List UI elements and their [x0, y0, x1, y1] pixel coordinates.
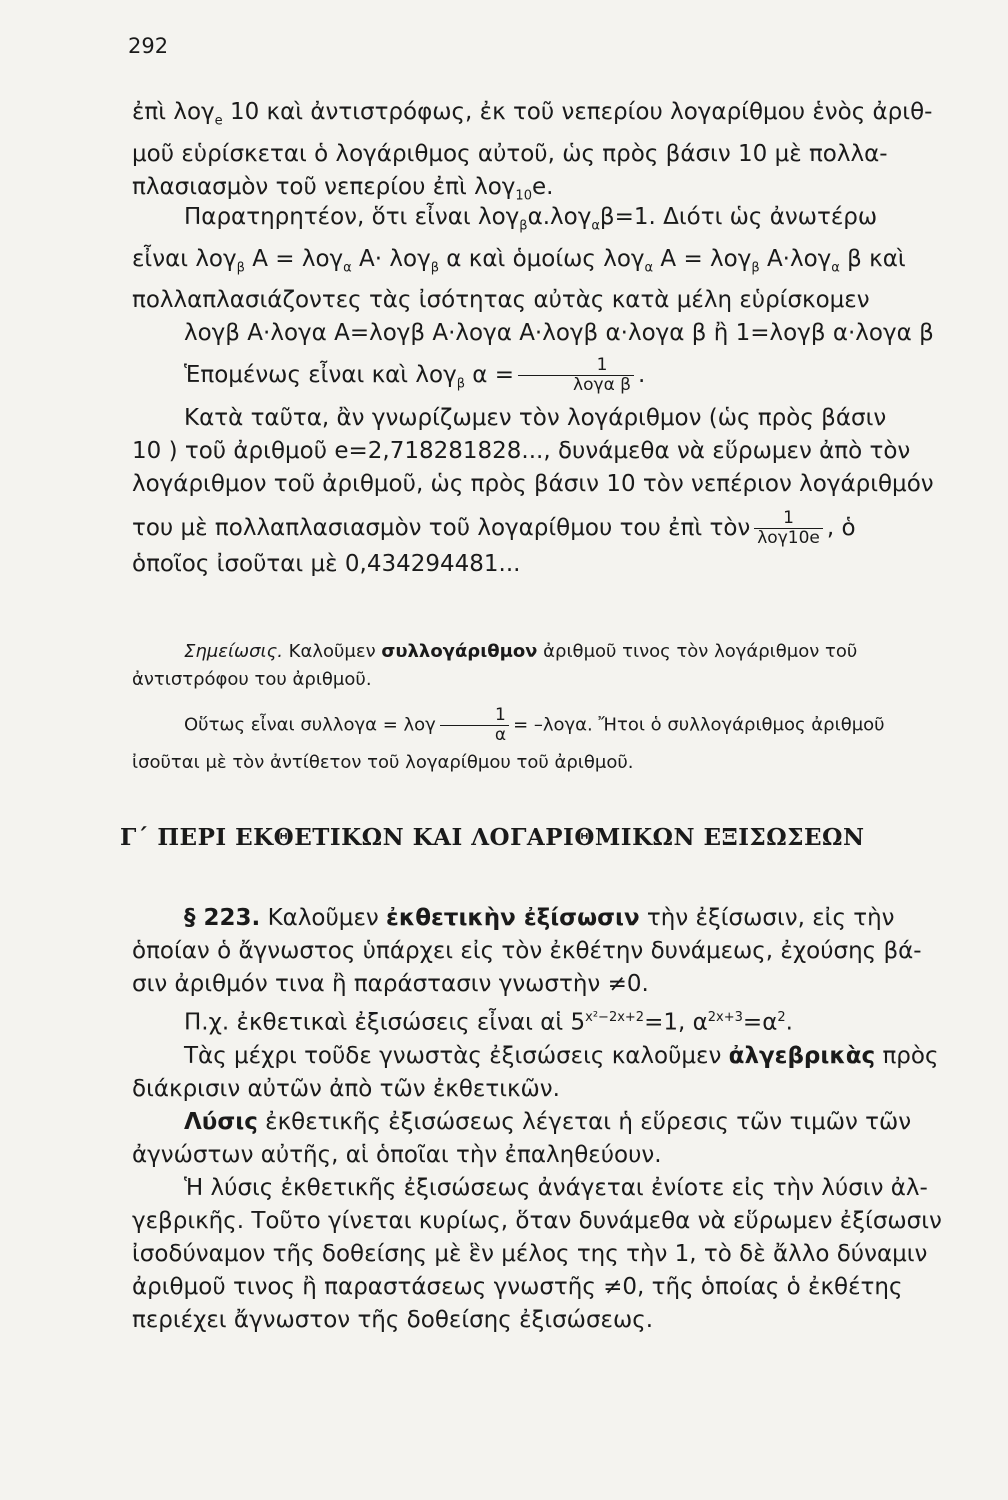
text-line: διάκρισιν αὐτῶν ἀπὸ τῶν ἐκθετικῶν. [132, 1075, 560, 1102]
text-line: Ἡ λύσις ἐκθετικῆς ἐξισώσεως ἀνάγεται ἐνίοτε εἰς τὴν λύσιν ἀλ- [184, 1174, 928, 1201]
paragraph-consequence [132, 402, 972, 581]
note-line: ἰσοῦται μὲ τὸν ἀντίθετον τοῦ λογαρίθμου τοῦ ἀριθμοῦ. [132, 752, 634, 773]
text-line: Ἑπομένως εἶναι καὶ λογ$_\beta$ α = $\frac{1}{\text{λογα β}}$ . [184, 355, 646, 396]
text-line: ἐπὶ λογ$_e$ 10 καὶ ἀντιστρόφως, ἐκ τοῦ νεπερίου λογαρίθμου ἑνὸς ἀριθ- [132, 99, 933, 129]
fraction: $\frac{1}{\text{λογα β}}$ [518, 356, 634, 395]
text-line: § 223. Καλοῦμεν ἐκθετικὴν ἐξίσωσιν τὴν ἐξίσωσιν, εἰς τὴν [184, 905, 895, 931]
fraction: $\frac{1}{\alpha}$ [440, 706, 509, 745]
page-number: 292 [128, 34, 169, 58]
section-223 [132, 902, 972, 1337]
text-line: Λύσις ἐκθετικῆς ἐξισώσεως λέγεται ἡ εὕρεσις τῶν τιμῶν τῶν [184, 1108, 912, 1135]
text-line: μοῦ εὑρίσκεται ὁ λογάριθμος αὐτοῦ, ὡς πρὸς βάσιν 10 μὲ πολλα- [132, 140, 888, 167]
note-line: Οὕτως εἶναι συλλογα = λογ $\frac{1}{\alpha}$ = –λογα. Ἤτοι ὁ συλλογάριθμος ἀριθμοῦ [184, 705, 885, 745]
text-line: περιέχει ἄγνωστον τῆς δοθείσης ἐξισώσεως. [132, 1306, 654, 1333]
text-line: ὁποίαν ὁ ἄγνωστος ὑπάρχει εἰς τὸν ἐκθέτην δυνάμεως, ἐχούσης βά- [132, 938, 922, 964]
text-line: ἰσοδύναμον τῆς δοθείσης μὲ ἓν μέλος της τὴν 1, τὸ δὲ ἄλλο δύναμιν [132, 1240, 928, 1267]
note-line: ἀντιστρόφου του ἀριθμοῦ. [132, 669, 372, 690]
text-line: πλασιασμὸν τοῦ νεπερίου ἐπὶ λογ$_{10}$e. [132, 173, 554, 204]
note-block [132, 638, 972, 777]
note-line: Σημείωσις. Καλοῦμεν συλλογάριθμον ἀριθμοῦ τινος τὸν λογάριθμον τοῦ [184, 641, 858, 662]
text-line: ἀγνώστων αὐτῆς, αἱ ὁποῖαι τὴν ἐπαληθεύουν. [132, 1141, 662, 1168]
text-line: ὁποῖος ἰσοῦται μὲ 0,434294481... [132, 551, 521, 577]
text-line: Κατὰ ταῦτα, ἂν γνωρίζωμεν τὸν λογάριθμον (ὡς πρὸς βάσιν [184, 405, 887, 431]
section-heading: Γ΄ ΠΕΡΙ ΕΚΘΕΤΙΚΩΝ ΚΑΙ ΛΟΓΑΡΙΘΜΙΚΩΝ ΕΞΙΣΩΣΕΩΝ [120, 824, 865, 851]
text-line: του μὲ πολλαπλασιασμὸν τοῦ λογαρίθμου του ἐπὶ τὸν $\frac{1}{\text{λογ10e}}$ , ὁ [132, 508, 856, 548]
text-line: Π.χ. ἐκθετικαὶ ἐξισώσεις εἶναι αἱ $5^{x^2-2x+2}=1$, $\alpha^{2x+3}=\alpha^2$. [184, 1009, 793, 1036]
equation-line: λογβ Α·λογα Α=λογβ Α·λογα Α·λογβ α·λογα β ἢ 1=λογβ α·λογα β [184, 320, 934, 347]
text-line: ἀριθμοῦ τινος ἢ παραστάσεως γνωστῆς ≠0, τῆς ὁποίας ὁ ἐκθέτης [132, 1273, 903, 1300]
text-line: εἶναι λογ$_\beta$ Α = λογ$_\alpha$ Α· λογ$_\beta$ α καὶ ὁμοίως λογ$_\alpha$ Α = λογ$_\beta$ Α·λογ$_\alpha$ β καὶ [132, 245, 906, 276]
text-line: Τὰς μέχρι τοῦδε γνωστὰς ἐξισώσεις καλοῦμεν ἀλγεβρικὰς πρὸς [184, 1042, 939, 1069]
text-line: λογάριθμον τοῦ ἀριθμοῦ, ὡς πρὸς βάσιν 10 τὸν νεπέριον λογάριθμόν [132, 471, 934, 497]
text-line: 10 ) τοῦ ἀριθμοῦ e=2,718281828..., δυνάμεθα νὰ εὕρωμεν ἀπὸ τὸν [132, 438, 911, 464]
fraction: $\frac{1}{\text{λογ10e}}$ [754, 509, 823, 548]
text-line: Παρατηρητέον, ὅτι εἶναι λογ$_\beta$α.λογ$_\alpha$β=1. Διότι ὡς ἀνωτέρω [184, 204, 878, 234]
paragraph-log-conversion [132, 96, 972, 212]
text-line: σιν ἀριθμόν τινα ἢ παράστασιν γνωστὴν ≠0. [132, 971, 649, 997]
text-line: πολλαπλασιάζοντες τὰς ἰσότητας αὐτὰς κατὰ μέλη εὑρίσκομεν [132, 287, 870, 314]
text-line: γεβρικῆς. Τοῦτο γίνεται κυρίως, ὅταν δυνάμεθα νὰ εὕρωμεν ἐξίσωσιν [132, 1207, 942, 1234]
paragraph-observation [132, 201, 972, 401]
